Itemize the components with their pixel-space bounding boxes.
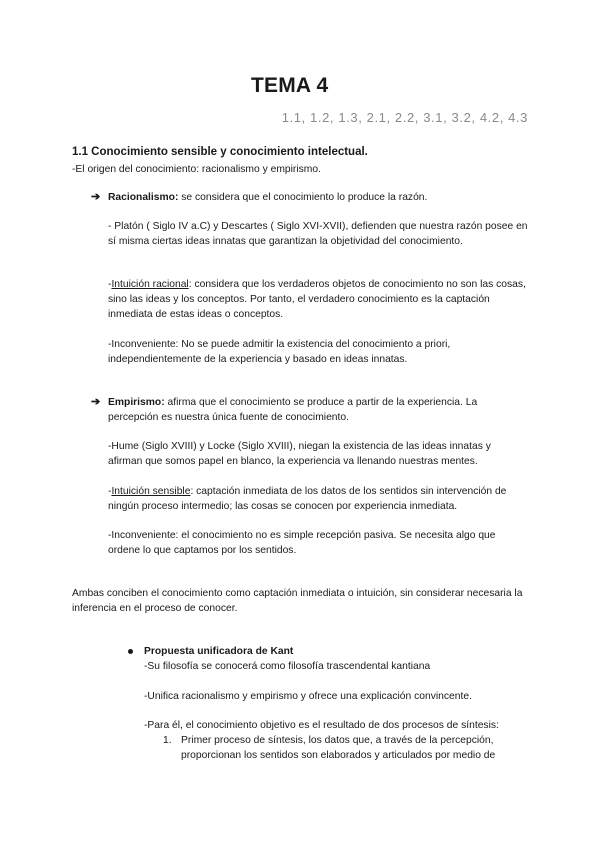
empirismo-label: Empirismo:: [108, 397, 165, 408]
kant-line-2: -Unifica racionalismo y empirismo y ofrece una explicación convincente.: [144, 691, 472, 702]
empirismo-definition: [108, 395, 528, 425]
kant-item-number: 1.: [163, 735, 172, 746]
arrow-bullet-icon: ➔: [91, 396, 101, 408]
empirismo-intuition-text: : captación inmediata de los datos de los sentidos sin intervención de ningún proceso intermedio; las cosas se conocen por experiencia inmediata.: [108, 486, 507, 512]
kant-item-text-1: Primer proceso de síntesis, los datos que, a través de la percepción,: [181, 735, 494, 746]
kant-heading: Propuesta unificadora de Kant: [144, 646, 294, 657]
kant-line-3: -Para él, el conocimiento objetivo es el resultado de dos procesos de síntesis:: [144, 720, 499, 731]
empirismo-drawback: -Inconveniente: el conocimiento no es simple recepción pasiva. Se necesita algo que ordene lo que captamos por los sentidos.: [108, 530, 496, 556]
racionalismo-intuition-prefix: -: [108, 279, 112, 290]
racionalismo-label: Racionalismo:: [108, 192, 179, 203]
section-intro: -El origen del conocimiento: racionalismo y empirismo.: [72, 164, 321, 175]
racionalismo-definition: [108, 190, 427, 205]
racionalismo-intuition-text: : considera que los verdaderos objetos de conocimiento no son las cosas, sino las ideas y los conceptos. Por tanto, el verdadero conocimiento es la captación inmediata de estas ideas o conceptos.: [108, 279, 526, 320]
empirismo-intuition: [108, 484, 528, 514]
racionalismo-intuition-term: Intuición racional: [111, 279, 189, 290]
racionalismo-authors: - Platón ( Siglo IV a.C) y Descartes ( Siglo XVI-XVII), defienden que nuestra razón posee en sí misma ciertas ideas innatas que garantizan la objetividad del conocimiento.: [108, 221, 528, 247]
section-heading: 1.1 Conocimiento sensible y conocimiento intelectual.: [72, 146, 368, 158]
page-title: TEMA 4: [251, 74, 329, 97]
racionalismo-drawback: -Inconveniente: No se puede admitir la existencia del conocimiento a priori, independientemente de la experiencia y basado en ideas innatas.: [108, 339, 451, 365]
kant-line-1: -Su filosofía se conocerá como filosofía trascendental kantiana: [144, 661, 431, 672]
racionalismo-definition-text: se considera que el conocimiento lo produce la razón.: [178, 192, 428, 203]
sections-reference: 1.1, 1.2, 1.3, 2.1, 2.2, 3.1, 3.2, 4.2, 4.3: [281, 110, 528, 125]
arrow-bullet-icon: ➔: [91, 191, 101, 203]
empirismo-intuition-prefix: -: [108, 486, 112, 497]
summary-paragraph: Ambas conciben el conocimiento como captación inmediata o intuición, sin considerar necesaria la inferencia en el proceso de conocer.: [72, 588, 523, 614]
empirismo-authors: -Hume (Siglo XVIII) y Locke (Siglo XVIII), niegan la existencia de las ideas innatas y afirman que somos papel en blanco, la experiencia va llenando nuestras mentes.: [108, 441, 491, 467]
empirismo-definition-text: afirma que el conocimiento se produce a partir de la experiencia. La percepción es nuestra única fuente de conocimiento.: [108, 397, 478, 423]
racionalismo-intuition: [108, 277, 528, 322]
empirismo-intuition-term: Intuición sensible: [111, 486, 191, 497]
bullet-dot-icon: [128, 649, 133, 654]
kant-item-text-2: proporcionan los sentidos son elaborados y articulados por medio de: [181, 750, 496, 761]
